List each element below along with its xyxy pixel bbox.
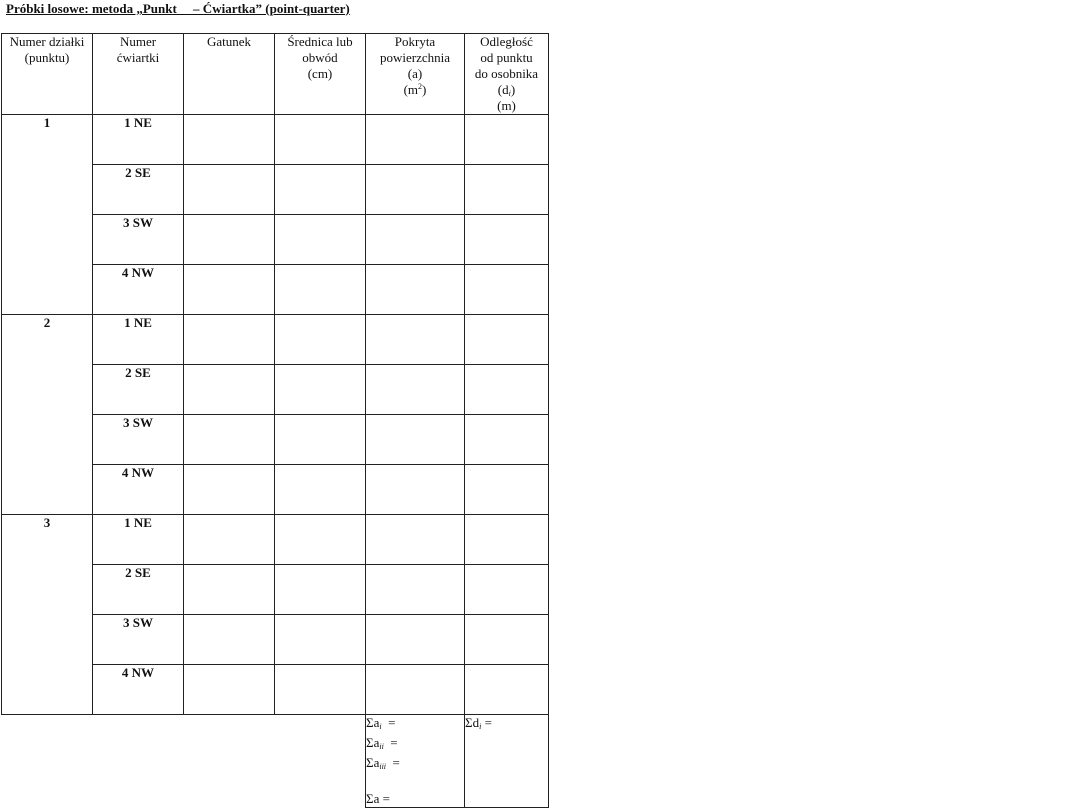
diameter-cell[interactable] [275,365,366,415]
species-cell[interactable] [184,265,275,315]
diameter-cell[interactable] [275,415,366,465]
header-quarter-number [93,34,184,115]
header-row [2,34,549,115]
species-cell[interactable] [184,515,275,565]
distance-cell[interactable] [465,265,549,315]
cover-area-cell[interactable] [366,415,465,465]
distance-cell[interactable] [465,465,549,515]
distance-cell[interactable] [465,665,549,715]
table-row [2,115,549,165]
header-line: Numer [119,34,157,49]
distance-cell[interactable] [465,565,549,615]
unit-text: (m [403,82,419,97]
header-line: Średnica lub [287,34,353,49]
cover-area-cell[interactable] [366,315,465,365]
distance-cell[interactable] [465,515,549,565]
header-line: (m) [497,98,516,113]
diameter-cell[interactable] [275,265,366,315]
quarter-cell: 3 SW [93,615,184,665]
sum-area-line [366,755,464,775]
sum-area-total: Σa = [366,791,390,806]
diameter-cell[interactable] [275,665,366,715]
header-line: (cm) [307,66,333,81]
symbol-close: ) [510,82,516,97]
header-line: od punktu [480,50,533,65]
species-cell[interactable] [184,215,275,265]
quarter-cell: 2 SE [93,565,184,615]
diameter-cell[interactable] [275,515,366,565]
unit-close: ) [422,82,427,97]
header-line: obwód [302,50,338,65]
species-cell[interactable] [184,465,275,515]
header-line: do osobnika [474,66,539,81]
sum-subscript: ii [379,742,384,751]
sum-subscript: i [479,722,482,731]
species-cell[interactable] [184,365,275,415]
diameter-cell[interactable] [275,615,366,665]
cover-area-cell[interactable] [366,265,465,315]
cover-area-cell[interactable] [366,365,465,415]
species-cell[interactable] [184,165,275,215]
header-line: Gatunek [206,34,252,49]
cover-area-cell[interactable] [366,465,465,515]
cover-area-cell[interactable] [366,565,465,615]
quarter-cell: 4 NW [93,665,184,715]
header-line: ćwiartki [116,50,160,65]
species-cell[interactable] [184,565,275,615]
header-plot-number [2,34,93,115]
diameter-cell[interactable] [275,565,366,615]
header-cover-unit [366,82,464,98]
distance-cell[interactable] [465,215,549,265]
sum-subscript: iii [379,762,387,771]
sum-symbol: Σa [366,755,380,770]
sum-area-cell[interactable] [366,715,465,808]
header-line: powierzchnia [379,50,451,65]
header-line: Pokryta [394,34,436,49]
table-row [2,315,549,365]
quarter-cell: 1 NE [93,515,184,565]
sum-equals: = [381,715,396,730]
table-row [2,515,549,565]
distance-cell[interactable] [465,165,549,215]
quarter-cell: 4 NW [93,465,184,515]
quarter-cell: 4 NW [93,265,184,315]
header-line: (punktu) [24,50,70,65]
distance-cell[interactable] [465,415,549,465]
distance-cell[interactable] [465,365,549,415]
sum-distance [465,715,548,735]
header-cover-area [366,34,465,115]
cover-area-cell[interactable] [366,515,465,565]
plot-number-cell: 1 [2,115,93,315]
sum-area-line [366,735,464,755]
symbol-subscript: i [508,89,511,98]
quarter-cell: 1 NE [93,315,184,365]
header-line: (a) [407,66,423,81]
header-line: Odległość [480,34,533,49]
sum-symbol: Σa [366,715,380,730]
header-line: Numer działki [9,34,85,49]
header-diameter [275,34,366,115]
sum-equals: = [386,755,400,770]
diameter-cell[interactable] [275,465,366,515]
plot-number-cell: 3 [2,515,93,715]
sum-symbol: Σd [465,715,480,730]
quarter-cell: 1 NE [93,115,184,165]
species-cell[interactable] [184,315,275,365]
diameter-cell[interactable] [275,215,366,265]
cover-area-cell[interactable] [366,165,465,215]
symbol-text: (d [497,82,509,97]
plot-number-cell: 2 [2,315,93,515]
species-cell[interactable] [184,115,275,165]
header-species [184,34,275,115]
cover-area-cell[interactable] [366,115,465,165]
species-cell[interactable] [184,415,275,465]
sum-area-line [366,715,464,735]
footer-blank [2,715,366,808]
distance-cell[interactable] [465,615,549,665]
quarter-cell: 3 SW [93,215,184,265]
cover-area-cell[interactable] [366,615,465,665]
sum-subscript: i [379,722,382,731]
header-distance [465,34,549,115]
quarter-cell: 2 SE [93,165,184,215]
header-distance-symbol [465,82,548,98]
distance-cell[interactable] [465,315,549,365]
diameter-cell[interactable] [275,165,366,215]
sum-symbol: Σa [366,735,380,750]
quarter-cell: 2 SE [93,365,184,415]
cover-area-cell[interactable] [366,665,465,715]
point-quarter-table [1,33,549,808]
sum-equals: = [383,735,398,750]
sums-row [2,715,549,808]
sum-distance-cell[interactable] [465,715,549,808]
diameter-cell[interactable] [275,115,366,165]
sum-equals: = [481,715,492,730]
unit-exponent: 2 [418,82,423,91]
cover-area-cell[interactable] [366,215,465,265]
document-title: Próbki losowe: metoda „Punkt – Ćwiartka” (point-quarter) [6,1,350,16]
species-cell[interactable] [184,665,275,715]
diameter-cell[interactable] [275,315,366,365]
distance-cell[interactable] [465,115,549,165]
quarter-cell: 3 SW [93,415,184,465]
species-cell[interactable] [184,615,275,665]
